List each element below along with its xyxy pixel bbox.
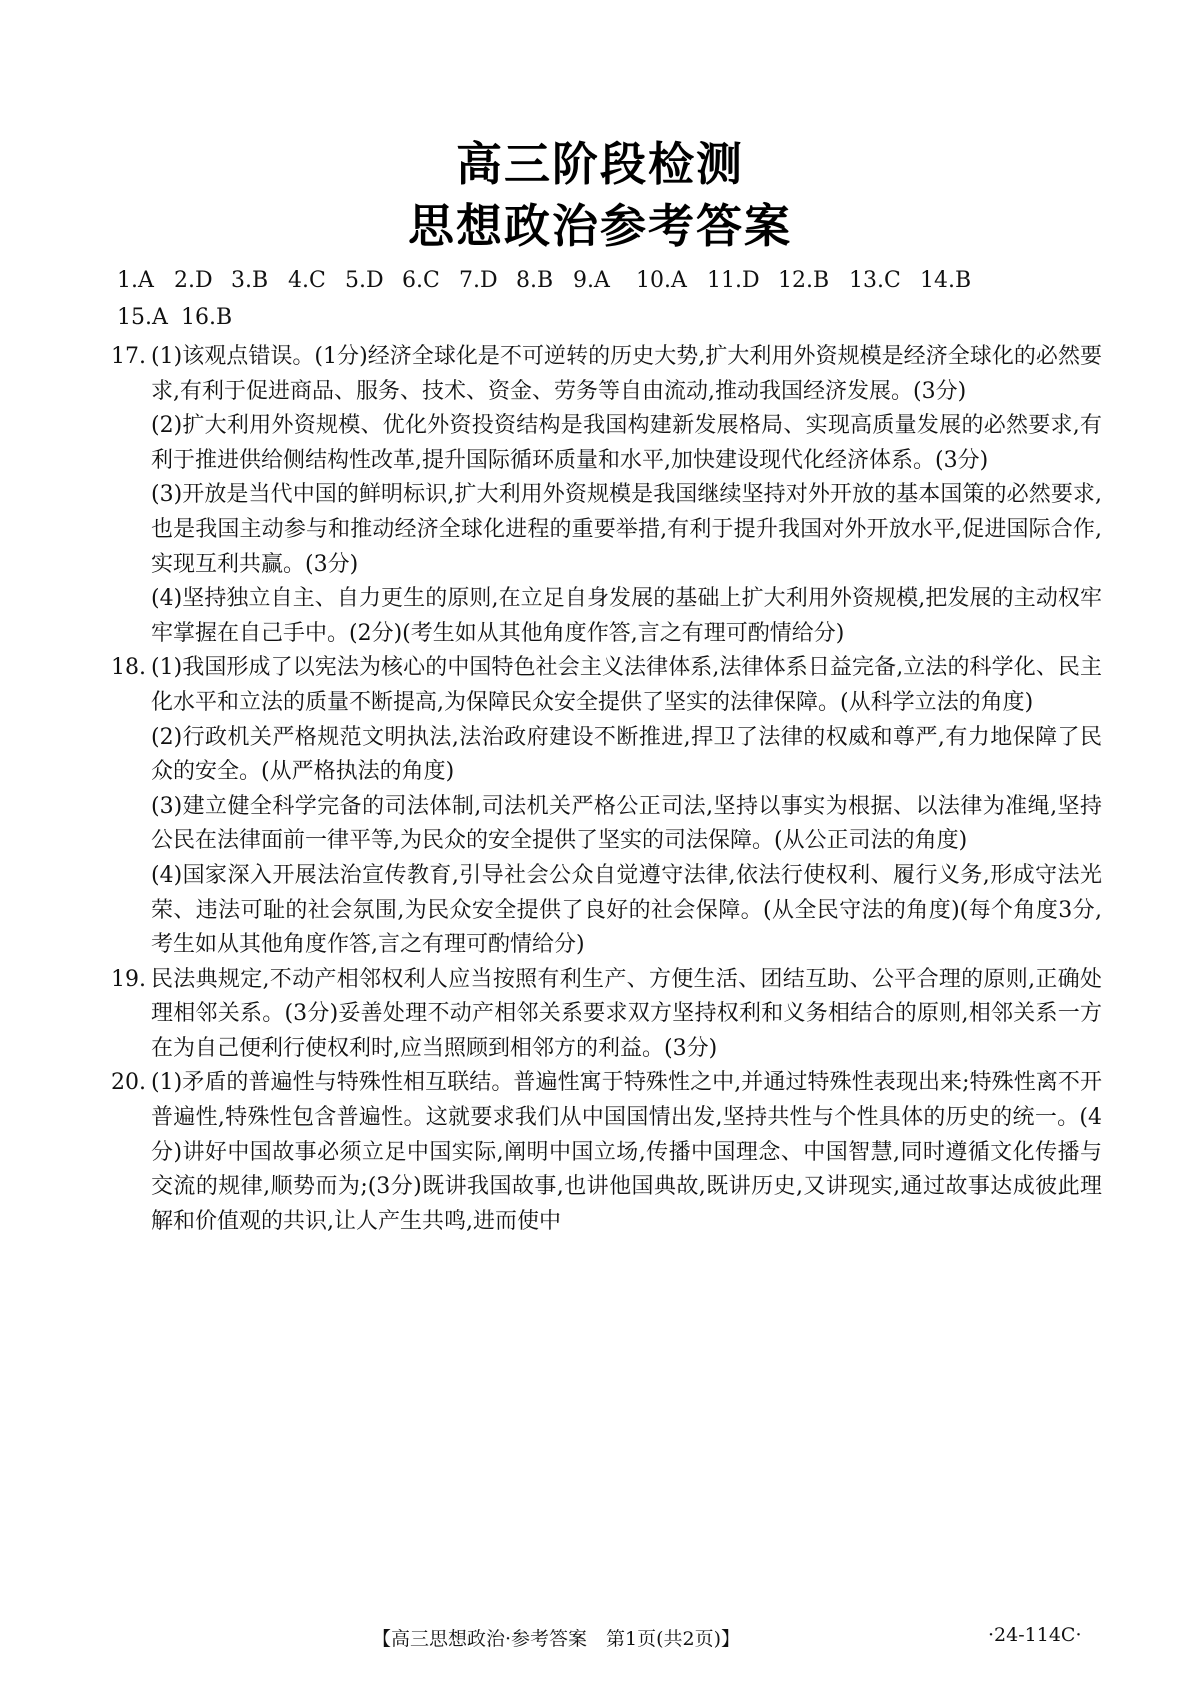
answer-paragraph: 民法典规定,不动产相邻权利人应当按照有利生产、方便生活、团结互助、公平合理的原则,正确处理相邻关系。(3分)妥善处理不动产相邻关系要求双方坚持权利和义务相结合的原则,相邻关系一方在为自己便利行使权利时,应当照顾到相邻方的利益。(3分) [151,966,1102,1061]
mc-answer: 15.A [117,305,168,330]
mc-answer: 10.A [636,268,687,293]
answer-content [111,340,1102,1239]
question-number: 19. [111,966,146,992]
mc-answer: 13.C [849,268,901,293]
mc-answers-row1 [117,268,980,293]
page-title-line2: 思想政治参考答案 [408,199,792,253]
question-20 [111,1066,1102,1239]
mc-answers-row2 [117,305,241,330]
question-17 [111,340,1102,651]
mc-answer: 9.A [573,268,610,293]
answer-paragraph: (1)该观点错误。(1分)经济全球化是不可逆转的历史大势,扩大利用外资规模是经济全球化的必然要求,有利于促进商品、服务、技术、资金、劳务等自由流动,推动我国经济发展。(3分) [151,344,1102,404]
mc-answer: 14.B [920,268,972,293]
question-number: 20. [111,1070,146,1096]
answer-paragraph: (2)行政机关严格规范文明执法,法治政府建设不断推进,捍卫了法律的权威和尊严,有力地保障了民众的安全。(从严格执法的角度) [151,724,1102,785]
answer-paragraph: (3)开放是当代中国的鲜明标识,扩大利用外资规模是我国继续坚持对外开放的基本国策的必然要求,也是我国主动参与和推动经济全球化进程的重要举措,有利于提升我国对外开放水平,促进国际合作,实现互利共赢。(3分) [151,482,1102,577]
mc-answer: 5.D [345,268,384,293]
mc-answer: 3.B [231,268,269,293]
mc-answer: 4.C [288,268,326,293]
answer-paragraph: (2)扩大利用外资规模、优化外资投资结构是我国构建新发展格局、实现高质量发展的必然要求,有利于推进供给侧结构性改革,提升国际循环质量和水平,加快建设现代化经济体系。(3分) [151,413,1102,473]
mc-answer: 12.B [778,268,830,293]
answer-paragraph: (3)建立健全科学完备的司法体制,司法机关严格公正司法,坚持以事实为根据、以法律为准绳,坚持公民在法律面前一律平等,为民众的安全提供了坚实的司法保障。(从公正司法的角度) [151,793,1102,854]
mc-answer: 1.A [117,268,154,293]
mc-answer: 11.D [707,268,760,293]
answer-paragraph: (4)国家深入开展法治宣传教育,引导社会公众自觉遵守法律,依法行使权利、履行义务,形成守法光荣、违法可耻的社会氛围,为民众安全提供了良好的社会保障。(从全民守法的角度)(每个角度3分,考生如从其他角度作答,言之有理可酌情给分) [151,862,1102,958]
question-number: 18. [111,655,146,681]
mc-answer: 2.D [174,268,213,293]
question-number: 17. [111,344,146,369]
mc-answer: 7.D [459,268,498,293]
answer-paragraph: (1)我国形成了以宪法为核心的中国特色社会主义法律体系,法律体系日益完备,立法的科学化、民主化水平和立法的质量不断提高,为保障民众安全提供了坚实的法律保障。(从科学立法的角度) [151,655,1102,715]
page-title-line1: 高三阶段检测 [456,137,744,191]
question-18 [111,651,1102,962]
footer-code: ·24-114C· [988,1624,1082,1646]
mc-answer: 6.C [402,268,440,293]
footer-page-info: 【高三思想政治·参考答案 第1页(共2页)】 [372,1628,741,1650]
answer-paragraph: (4)坚持独立自主、自力更生的原则,在立足自身发展的基础上扩大利用外资规模,把发展的主动权牢牢掌握在自己手中。(2分)(考生如从其他角度作答,言之有理可酌情给分) [151,586,1102,646]
answer-paragraph: (1)矛盾的普遍性与特殊性相互联结。普遍性寓于特殊性之中,并通过特殊性表现出来;特殊性离不开普遍性,特殊性包含普遍性。这就要求我们从中国国情出发,坚持共性与个性具体的历史的统一。(4分)讲好中国故事必须立足中国实际,阐明中国立场,传播中国理念、中国智慧,同时遵循文化传播与交流的规律,顺势而为;(3分)既讲我国故事,也讲他国典故,既讲历史,又讲现实,通过故事达成彼此理解和价值观的共识,让人产生共鸣,进而使中 [151,1070,1102,1234]
mc-answer: 8.B [516,268,554,293]
mc-answer: 16.B [181,305,233,330]
question-19 [111,963,1102,1067]
